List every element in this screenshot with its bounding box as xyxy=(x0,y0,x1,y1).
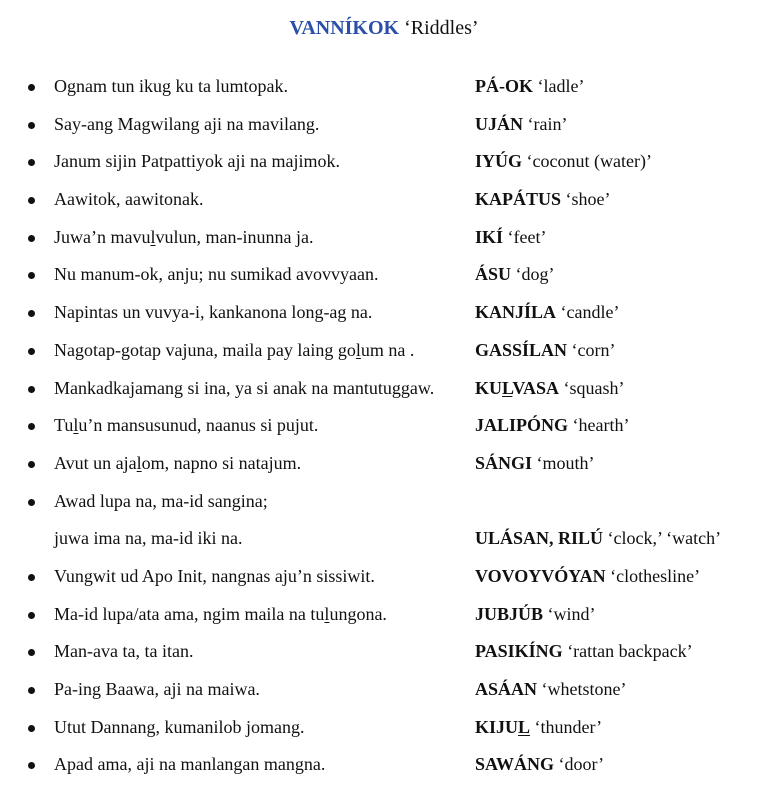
answer-term: IKÍ xyxy=(475,226,504,247)
riddle-row xyxy=(0,487,768,525)
riddle-row xyxy=(0,562,768,600)
title-gloss: ‘Riddles’ xyxy=(404,17,479,39)
bullet-icon xyxy=(28,612,35,619)
riddle-row xyxy=(0,713,768,751)
answer-term: PASIKÍNG xyxy=(475,641,563,662)
answer-gloss: ‘rain’ xyxy=(527,113,568,134)
riddle-answer xyxy=(475,453,595,474)
answer-term: VOVOYVÓYAN xyxy=(475,565,606,586)
answer-term: SAWÁNG xyxy=(475,754,555,775)
riddle-answer xyxy=(475,754,604,775)
riddle-row xyxy=(0,72,768,110)
bullet-icon xyxy=(28,197,35,204)
bullet-icon xyxy=(28,687,35,694)
answer-term: ULÁSAN, RILÚ xyxy=(475,528,604,549)
bullet-icon xyxy=(28,310,35,317)
bullet-icon xyxy=(28,649,35,656)
answer-gloss: ‘corn’ xyxy=(571,339,616,360)
riddle-answer xyxy=(475,566,700,587)
riddle-row xyxy=(0,110,768,148)
answer-gloss: ‘coconut (water)’ xyxy=(526,151,652,172)
riddle-row xyxy=(0,600,768,638)
riddle-row xyxy=(0,336,768,374)
bullet-icon xyxy=(28,348,35,355)
bullet-icon xyxy=(28,272,35,279)
riddle-answer xyxy=(475,604,596,625)
riddle-answer xyxy=(475,679,627,700)
riddle-answer xyxy=(475,76,584,97)
riddle-row xyxy=(0,637,768,675)
answer-gloss: ‘clock,’ ‘watch’ xyxy=(607,528,722,549)
title-word: VANNÍKOK xyxy=(289,17,400,39)
riddle-row xyxy=(0,449,768,487)
riddle-answer xyxy=(475,227,546,248)
answer-gloss: ‘rattan backpack’ xyxy=(567,641,693,662)
riddle-answer xyxy=(475,641,693,662)
riddle-answer xyxy=(475,302,619,323)
answer-term: PÁ-OK xyxy=(475,76,533,96)
riddle-text: Avut un ajalom, napno si natajum. xyxy=(54,452,302,473)
riddle-answer xyxy=(475,114,567,135)
riddle-row xyxy=(0,524,768,562)
bullet-icon xyxy=(28,461,35,468)
answer-term: KULVASA xyxy=(475,377,560,398)
answer-term: GASSÍLAN xyxy=(475,339,568,360)
answer-gloss: ‘mouth’ xyxy=(536,452,595,473)
riddle-text: juwa ima na, ma-id iki na. xyxy=(54,528,243,549)
riddle-row xyxy=(0,298,768,336)
riddle-text: Say-ang Magwilang aji na mavilang. xyxy=(54,113,320,134)
bullet-icon xyxy=(28,725,35,732)
answer-term: KAPÁTUS xyxy=(475,189,562,210)
bullet-icon xyxy=(28,235,35,242)
answer-term: KIJUL xyxy=(475,716,531,737)
riddle-text: Nagotap-gotap vajuna, maila pay laing golum na . xyxy=(54,339,415,360)
answer-term: SÁNGI xyxy=(475,452,533,473)
answer-gloss: ‘hearth’ xyxy=(572,415,630,436)
riddle-text: Apad ama, aji na manlangan mangna. xyxy=(54,754,326,775)
riddle-row xyxy=(0,750,768,788)
riddle-text: Juwa’n mavulvulun, man-inunna ja. xyxy=(54,226,314,247)
riddle-text: Ma-id lupa/ata ama, ngim maila na tulungona. xyxy=(54,603,387,624)
bullet-icon xyxy=(28,122,35,129)
riddle-answer xyxy=(475,264,555,285)
answer-gloss: ‘wind’ xyxy=(547,603,596,624)
riddle-answer xyxy=(475,340,616,361)
riddle-text: Napintas un vuvya-i, kankanona long-ag na. xyxy=(54,302,373,323)
riddle-text: Vungwit ud Apo Init, nangnas aju’n sissiwit. xyxy=(54,565,375,586)
bullet-icon xyxy=(28,762,35,769)
riddle-text: Mankadkajamang si ina, ya si anak na mantutuggaw. xyxy=(54,377,435,398)
bullet-icon xyxy=(28,84,35,91)
answer-term: ÁSU xyxy=(475,264,512,285)
riddle-answer xyxy=(475,151,652,172)
answer-gloss: ‘candle’ xyxy=(560,302,620,323)
riddle-answer xyxy=(475,189,611,210)
bullet-icon xyxy=(28,574,35,581)
riddle-text: Pa-ing Baawa, aji na maiwa. xyxy=(54,679,260,699)
riddle-text: Janum sijin Patpattiyok aji na majimok. xyxy=(54,151,340,172)
riddle-row xyxy=(0,374,768,412)
riddle-text: Ognam tun ikug ku ta lumtopak. xyxy=(54,76,288,96)
answer-term: ASÁAN xyxy=(475,679,538,699)
riddle-text: Man-ava ta, ta itan. xyxy=(54,641,194,662)
riddle-text: Tulu’n mansusunud, naanus si pujut. xyxy=(54,415,319,436)
answer-gloss: ‘thunder’ xyxy=(534,716,603,737)
riddle-answer xyxy=(475,528,721,549)
answer-gloss: ‘ladle’ xyxy=(537,76,585,96)
riddle-answer xyxy=(475,415,629,436)
answer-gloss: ‘clothesline’ xyxy=(610,565,701,586)
riddle-text: Aawitok, aawitonak. xyxy=(54,189,204,210)
answer-gloss: ‘feet’ xyxy=(507,226,547,247)
answer-gloss: ‘whetstone’ xyxy=(541,679,627,699)
bullet-icon xyxy=(28,386,35,393)
riddle-text: Awad lupa na, ma-id sangina; xyxy=(54,490,268,511)
riddle-row xyxy=(0,185,768,223)
riddle-row xyxy=(0,260,768,298)
riddle-row xyxy=(0,147,768,185)
answer-gloss: ‘squash’ xyxy=(563,377,625,398)
answer-gloss: ‘dog’ xyxy=(515,264,555,285)
answer-term: UJÁN xyxy=(475,113,523,134)
answer-term: IYÚG xyxy=(475,151,523,172)
riddle-row xyxy=(0,411,768,449)
answer-term: JUBJÚB xyxy=(475,603,544,624)
answer-gloss: ‘shoe’ xyxy=(565,189,611,210)
riddle-answer xyxy=(475,717,602,738)
bullet-icon xyxy=(28,159,35,166)
answer-term: KANJÍLA xyxy=(475,302,557,323)
answer-gloss: ‘door’ xyxy=(558,754,605,775)
page-title xyxy=(0,16,768,40)
riddle-list xyxy=(0,72,768,788)
riddle-text: Utut Dannang, kumanilob jomang. xyxy=(54,716,305,737)
riddle-text: Nu manum-ok, anju; nu sumikad avovvyaan. xyxy=(54,264,379,285)
answer-term: JALIPÓNG xyxy=(475,415,569,436)
bullet-icon xyxy=(28,499,35,506)
riddle-answer xyxy=(475,378,625,399)
riddle-row xyxy=(0,675,768,713)
bullet-icon xyxy=(28,423,35,430)
riddle-row xyxy=(0,223,768,261)
